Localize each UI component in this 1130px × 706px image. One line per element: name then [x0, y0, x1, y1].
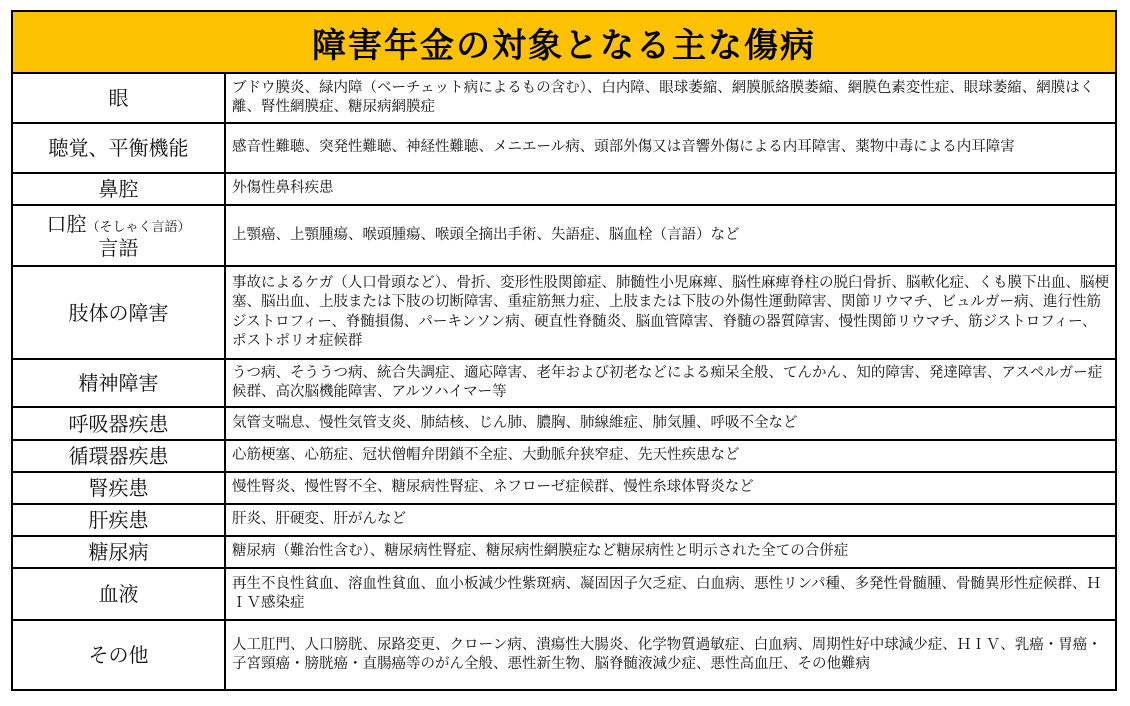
- diseases-cell: [225, 407, 1115, 440]
- category-cell: [13, 440, 225, 472]
- diseases-text: 慢性腎炎、慢性腎不全、糖尿病性腎症、ネフローゼ症候群、慢性糸球体腎炎など: [232, 479, 754, 496]
- disease-table: [13, 74, 1115, 689]
- diseases-text: 気管支喘息、慢性気管支炎、肺結核、じん肺、膿胸、肺線維症、肺気腫、呼吸不全など: [232, 414, 798, 431]
- diseases-cell: [225, 568, 1115, 620]
- category-cell: [13, 123, 225, 173]
- table-row: [13, 536, 1115, 568]
- diseases-cell: [225, 536, 1115, 568]
- category-cell: [13, 568, 225, 620]
- diseases-cell: [225, 620, 1115, 689]
- diseases-text: 心筋梗塞、心筋症、冠状僧帽弁閉鎖不全症、大動脈弁狭窄症、先天性疾患など: [232, 447, 740, 464]
- page-title: 障害年金の対象となる主な傷病: [312, 25, 816, 66]
- category-label: 肝疾患: [88, 508, 149, 532]
- category-cell: [13, 173, 225, 205]
- diseases-text: うつ病、そううつ病、統合失調症、適応障害、老年および初老などによる痴呆全般、てんかん、知的障害、発達障害、アスペルガー症候群、高次脳機能障害、アルツハイマー等: [232, 364, 1103, 400]
- category-label: 鼻腔: [98, 177, 139, 201]
- category-cell: [13, 620, 225, 689]
- category-cell: [13, 205, 225, 266]
- category-note: （そしゃく言語）: [86, 219, 191, 235]
- diseases-cell: [225, 359, 1115, 407]
- category-label: 聴覚、平衡機能: [48, 136, 189, 160]
- table-row: [13, 173, 1115, 205]
- table-row: [13, 440, 1115, 472]
- category-label: 精神障害: [78, 371, 159, 395]
- category-label: 腎疾患: [88, 476, 149, 500]
- category-cell: [13, 407, 225, 440]
- category-cell: [13, 266, 225, 359]
- table-row: [13, 504, 1115, 536]
- disease-sheet: [11, 10, 1117, 691]
- table-row: [13, 123, 1115, 173]
- diseases-text: 事故によるケガ（人口骨頭など）、骨折、変形性股関節症、肺髄性小児麻痺、脳性麻痺脊柱の脱臼骨折、脳軟化症、くも膜下出血、脳梗塞、脳出血、上肢または下肢の切断障害、重症筋無力症、上肢または下肢の外傷性運動障害、関節リウマチ、ビュルガー病、進行性筋ジストロフィー、脊髄損傷、パーキンソン病、硬直性脊髄炎、脳血管障害、脊髄の器質障害、慢性関節リウマチ、筋ジストロフィー、ポストポリオ症候群: [232, 274, 1109, 349]
- category-label: 循環器疾患: [68, 444, 169, 468]
- table-row: [13, 620, 1115, 689]
- category-label: 血液: [98, 582, 139, 606]
- category-label-line2: 言語: [98, 235, 139, 260]
- table-row: [13, 205, 1115, 266]
- category-cell: [13, 536, 225, 568]
- diseases-cell: [225, 504, 1115, 536]
- category-cell: [13, 359, 225, 407]
- diseases-text: ブドウ膜炎、緑内障（ベーチェット病によるもの含む）、白内障、眼球萎縮、網膜脈絡膜萎縮、網膜色素変性症、眼球萎縮、網膜はく離、腎性網膜症、糖尿病網膜症: [232, 79, 1095, 115]
- category-cell: [13, 472, 225, 504]
- category-label: 呼吸器疾患: [68, 411, 169, 436]
- diseases-text: 再生不良性貧血、溶血性貧血、血小板減少性紫斑病、凝固因子欠乏症、白血病、悪性リンパ種、多発性骨髄腫、骨髄異形性症候群、ＨＩＶ感染症: [232, 575, 1101, 611]
- table-row: [13, 472, 1115, 504]
- diseases-cell: [225, 173, 1115, 205]
- category-cell: [13, 74, 225, 123]
- table-row: [13, 74, 1115, 123]
- diseases-text: 外傷性鼻科疾患: [232, 180, 334, 197]
- category-label: その他: [88, 643, 149, 667]
- category-label: 糖尿病: [88, 540, 149, 564]
- diseases-cell: [225, 472, 1115, 504]
- category-label: 肢体の障害: [68, 300, 169, 325]
- diseases-cell: [225, 74, 1115, 123]
- diseases-cell: [225, 123, 1115, 173]
- diseases-text: 上顎癌、上顎腫瘍、喉頭腫瘍、喉頭全摘出手術、失語症、脳血栓（言語）など: [232, 226, 740, 243]
- title-banner: [13, 12, 1115, 74]
- table-row: [13, 359, 1115, 407]
- diseases-text: 感音性難聴、突発性難聴、神経性難聴、メニエール病、頭部外傷又は音響外傷による内耳障害、薬物中毒による内耳障害: [232, 139, 1015, 156]
- diseases-text: 人工肛門、人口膀胱、尿路変更、クローン病、潰瘍性大腸炎、化学物質過敏症、白血病、周期性好中球減少症、ＨＩＶ、乳癌・胃癌・子宮頸癌・膀胱癌・直腸癌等のがん全般、悪性新生物、脳脊髄液減少症、悪性高血圧、その他難病: [232, 636, 1102, 672]
- diseases-text: 肝炎、肝硬変、肝がんなど: [232, 511, 406, 528]
- diseases-cell: [225, 205, 1115, 266]
- category-label: 眼: [108, 86, 129, 110]
- diseases-cell: [225, 440, 1115, 472]
- table-row: [13, 568, 1115, 620]
- category-cell: [13, 504, 225, 536]
- table-row: [13, 407, 1115, 440]
- category-label: 口腔: [46, 211, 87, 236]
- table-row: [13, 266, 1115, 359]
- diseases-text: 糖尿病（難治性含む）、糖尿病性腎症、糖尿病性網膜症など糖尿病性と明示された全ての合併症: [232, 543, 849, 560]
- diseases-cell: [225, 266, 1115, 359]
